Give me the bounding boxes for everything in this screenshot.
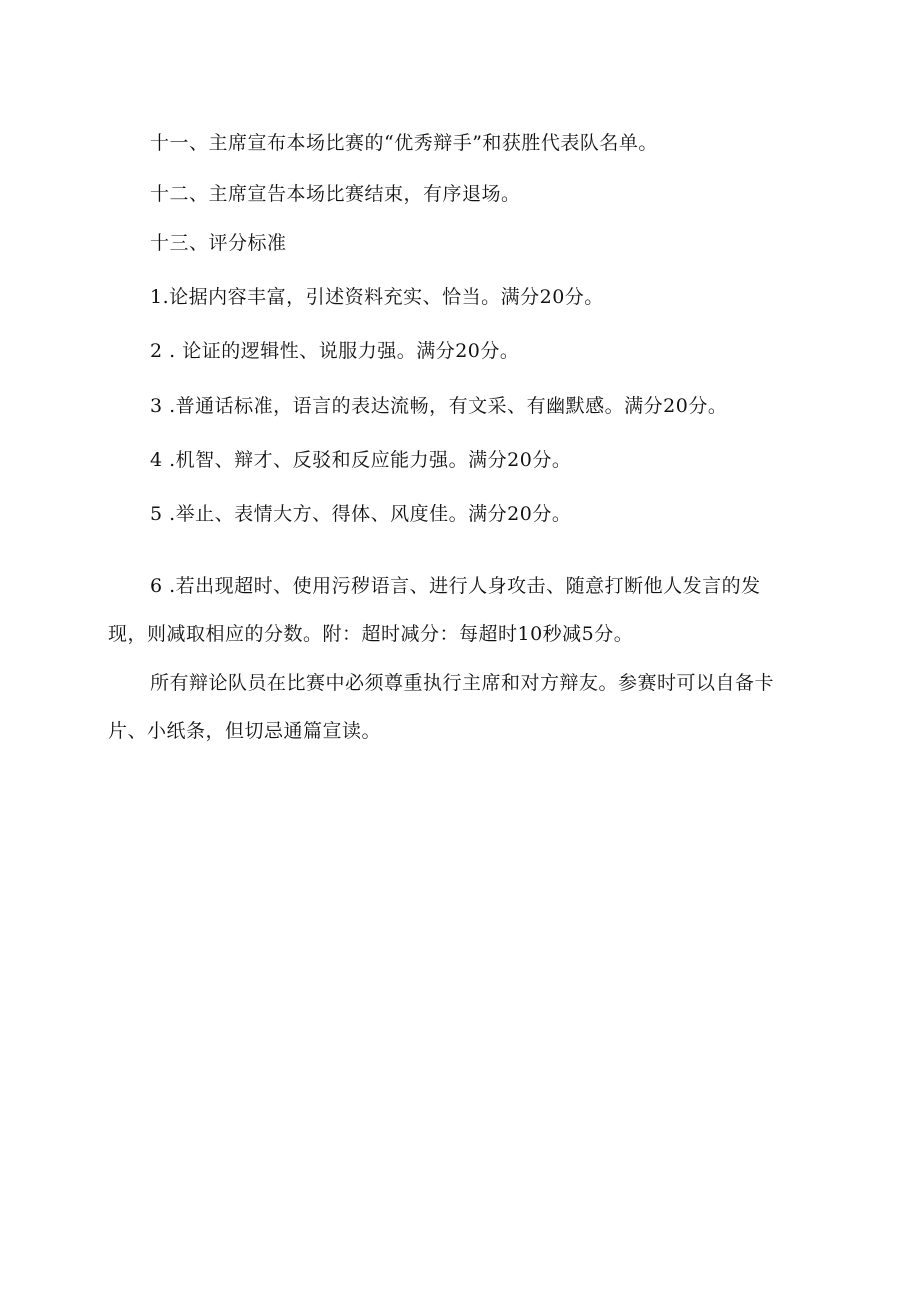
- criterion-3: 3 .普通话标准，语言的表达流畅，有文采、有幽默感。满分20分。: [150, 395, 728, 417]
- item-13-heading: 十三、评分标准: [150, 232, 287, 254]
- criterion-5: 5 .举止、表情大方、得体、风度佳。满分20分。: [150, 503, 572, 525]
- item-12: 十二、主席宣告本场比赛结束，有序退场。: [150, 183, 521, 205]
- criterion-6-line-2: 现，则减取相应的分数。附：超时减分：每超时10秒减5分。: [108, 623, 634, 645]
- criterion-6-line-1: 6 .若出现超时、使用污秽语言、进行人身攻击、随意打断他人发言的发: [150, 575, 761, 597]
- closing-paragraph-line-2: 片、小纸条，但切忌通篇宣读。: [108, 720, 382, 742]
- item-11: 十一、主席宣布本场比赛的“优秀辩手”和获胜代表队名单。: [150, 132, 658, 154]
- criterion-2: 2 . 论证的逻辑性、说服力强。满分20分。: [150, 340, 520, 362]
- criterion-1: 1.论据内容丰富，引述资料充实、恰当。满分20分。: [150, 286, 604, 308]
- criterion-4: 4 .机智、辩才、反驳和反应能力强。满分20分。: [150, 449, 572, 471]
- closing-paragraph-line-1: 所有辩论队员在比赛中必须尊重执行主席和对方辩友。参赛时可以自备卡: [150, 672, 775, 694]
